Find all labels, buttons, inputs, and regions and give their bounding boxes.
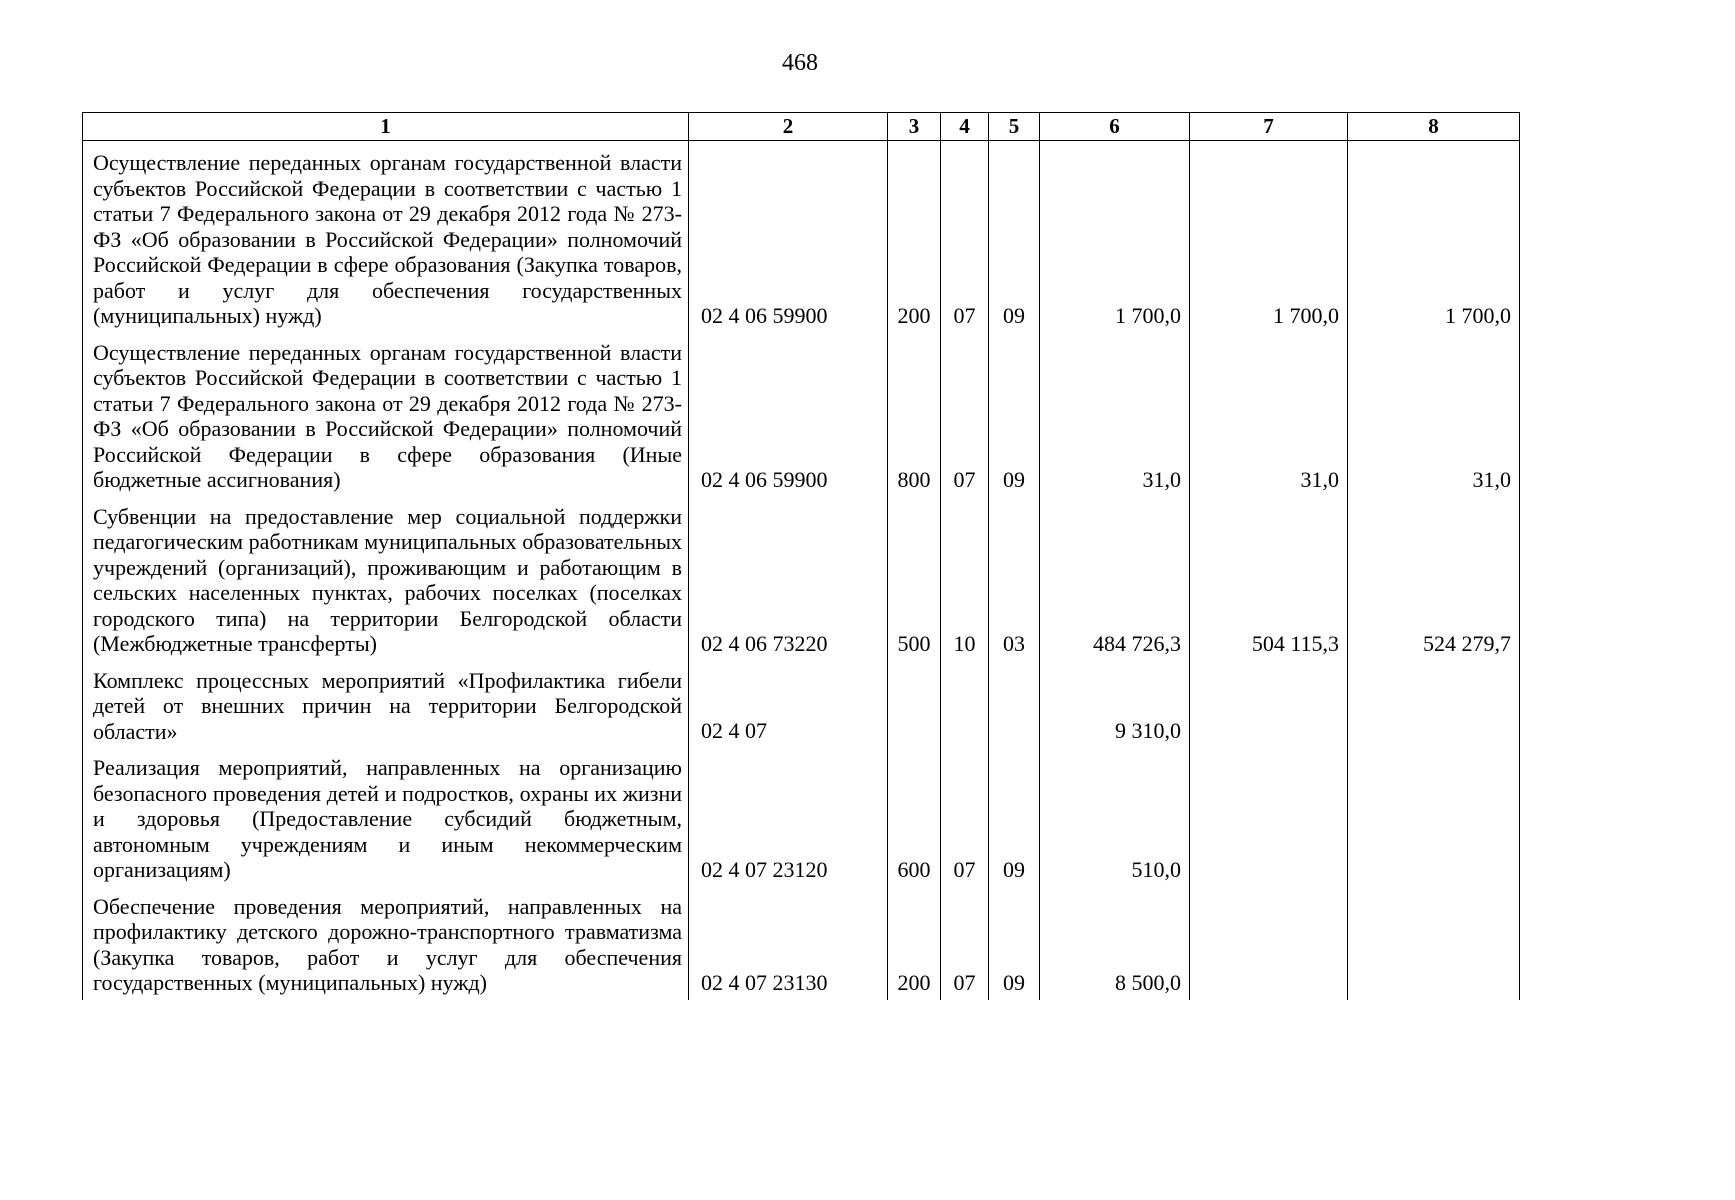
row-col-7: 31,0 <box>1190 333 1348 497</box>
table-row <box>83 497 1520 661</box>
table-row <box>83 748 1520 887</box>
header-col-8: 8 <box>1348 113 1520 141</box>
row-code: 02 4 06 59900 <box>689 141 888 333</box>
table-header <box>83 113 1520 141</box>
header-col-3: 3 <box>888 113 941 141</box>
row-col-4: 07 <box>941 748 989 887</box>
row-col-6: 1 700,0 <box>1040 141 1190 333</box>
row-code: 02 4 06 59900 <box>689 333 888 497</box>
row-col-3: 600 <box>888 748 941 887</box>
row-col-5 <box>989 661 1040 749</box>
row-col-5: 09 <box>989 141 1040 333</box>
row-col-6: 31,0 <box>1040 333 1190 497</box>
row-col-6: 510,0 <box>1040 748 1190 887</box>
row-col-4: 07 <box>941 333 989 497</box>
row-col-4: 10 <box>941 497 989 661</box>
row-col-8: 524 279,7 <box>1348 497 1520 661</box>
row-col-4 <box>941 661 989 749</box>
row-col-7 <box>1190 887 1348 1000</box>
row-description: Реализация мероприятий, направленных на организацию безопасного проведения детей и подростков, охраны их жизни и здоровья (Предоставление субсидий бюджетным, автономным учреждениям и иным некоммерческим организациям) <box>83 748 689 887</box>
header-col-6: 6 <box>1040 113 1190 141</box>
header-col-7: 7 <box>1190 113 1348 141</box>
table-row <box>83 333 1520 497</box>
row-col-6: 9 310,0 <box>1040 661 1190 749</box>
header-col-1: 1 <box>83 113 689 141</box>
page-number: 468 <box>782 50 818 76</box>
row-col-8: 31,0 <box>1348 333 1520 497</box>
row-code: 02 4 07 23120 <box>689 748 888 887</box>
row-col-6: 484 726,3 <box>1040 497 1190 661</box>
row-col-5: 09 <box>989 748 1040 887</box>
row-col-3 <box>888 661 941 749</box>
table-row <box>83 887 1520 1000</box>
row-col-3: 200 <box>888 887 941 1000</box>
row-col-8 <box>1348 887 1520 1000</box>
row-col-7: 504 115,3 <box>1190 497 1348 661</box>
row-col-8: 1 700,0 <box>1348 141 1520 333</box>
header-col-4: 4 <box>941 113 989 141</box>
row-description: Субвенции на предоставление мер социальной поддержки педагогическим работникам муниципальных образовательных учреждений (организаций), проживающим и работающим в сельских населенных пунктах, рабочих поселках (поселках городского типа) на территории Белгородской области (Межбюджетные трансферты) <box>83 497 689 661</box>
row-col-7 <box>1190 748 1348 887</box>
row-description: Комплекс процессных мероприятий «Профилактика гибели детей от внешних причин на территории Белгородской области» <box>83 661 689 749</box>
row-col-3: 800 <box>888 333 941 497</box>
row-code: 02 4 07 23130 <box>689 887 888 1000</box>
header-col-2: 2 <box>689 113 888 141</box>
row-description: Обеспечение проведения мероприятий, направленных на профилактику детского дорожно-транспортного травматизма (Закупка товаров, работ и услуг для обеспечения государственных (муниципальных) нужд) <box>83 887 689 1000</box>
table-body <box>83 141 1520 1000</box>
row-col-5: 09 <box>989 333 1040 497</box>
row-col-7: 1 700,0 <box>1190 141 1348 333</box>
row-description: Осуществление переданных органам государственной власти субъектов Российской Федерации в соответствии с частью 1 статьи 7 Федерального закона от 29 декабря 2012 года № 273-ФЗ «Об образовании в Российской Федерации» полномочий Российской Федерации в сфере образования (Иные бюджетные ассигнования) <box>83 333 689 497</box>
row-col-4: 07 <box>941 887 989 1000</box>
row-col-7 <box>1190 661 1348 749</box>
header-row <box>83 113 1520 141</box>
row-description: Осуществление переданных органам государственной власти субъектов Российской Федерации в соответствии с частью 1 статьи 7 Федерального закона от 29 декабря 2012 года № 273-ФЗ «Об образовании в Российской Федерации» полномочий Российской Федерации в сфере образования (Закупка товаров, работ и услуг для обеспечения государственных (муниципальных) нужд) <box>83 141 689 333</box>
row-code: 02 4 07 <box>689 661 888 749</box>
row-col-8 <box>1348 661 1520 749</box>
row-col-5: 09 <box>989 887 1040 1000</box>
row-col-8 <box>1348 748 1520 887</box>
table-row <box>83 141 1520 333</box>
header-col-5: 5 <box>989 113 1040 141</box>
row-col-5: 03 <box>989 497 1040 661</box>
row-col-6: 8 500,0 <box>1040 887 1190 1000</box>
row-col-3: 500 <box>888 497 941 661</box>
row-col-4: 07 <box>941 141 989 333</box>
table-row <box>83 661 1520 749</box>
row-code: 02 4 06 73220 <box>689 497 888 661</box>
row-col-3: 200 <box>888 141 941 333</box>
budget-table <box>82 112 1520 1000</box>
